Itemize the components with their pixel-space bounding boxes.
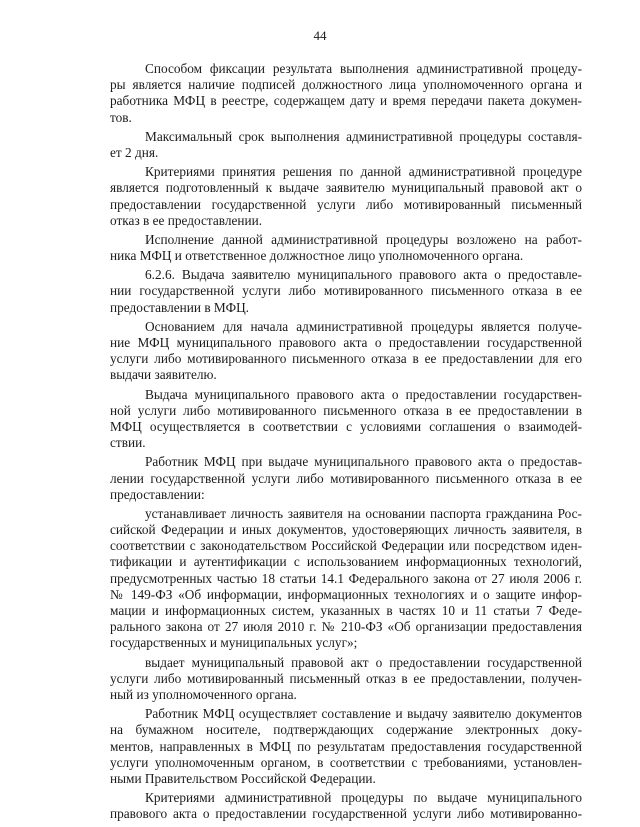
text-line: МФЦ осуществляется в соответствии с условиями соглашения о взаимодей- — [110, 418, 582, 434]
paragraph — [110, 267, 582, 316]
paragraph — [110, 706, 582, 787]
text-line: рального закона от 27 июля 2010 г. № 210-ФЗ «Об организации предоставления — [110, 619, 582, 635]
text-line: предоставлении государственной услуги либо мотивированный письменный — [110, 196, 582, 212]
paragraph — [110, 61, 582, 126]
text-line: предоставлении: — [110, 486, 205, 502]
text-line: Максимальный срок выполнения административной процедуры составля- — [145, 128, 582, 144]
text-line: Критериями принятия решения по данной административной процедуре — [145, 164, 582, 180]
text-line: является подготовленный к выдаче заявителю муниципальный правовой акт о — [110, 180, 582, 196]
text-line: услуги уполномоченным органом, в соответствии с требованиями, установлен- — [110, 754, 582, 770]
text-line: ет 2 дня. — [110, 144, 159, 160]
text-line: на бумажном носителе, подтверждающих содержание электронных доку- — [110, 722, 582, 738]
text-line: Критериями административной процедуры по выдаче муниципального — [145, 790, 582, 806]
text-line: сийской Федерации и иных документов, удостоверяющих личность заявителя, в — [110, 522, 582, 538]
paragraph — [110, 164, 582, 229]
document-body — [110, 61, 582, 825]
text-line: ными Правительством Российской Федерации. — [110, 770, 376, 786]
text-line: выдачи заявителю. — [110, 367, 217, 383]
text-line: отказ в ее предоставлении. — [110, 212, 263, 228]
text-line: ный из уполномоченного органа. — [110, 686, 297, 702]
text-line: работника МФЦ в реестре, содержащем дату и время передачи пакета докумен- — [110, 93, 582, 109]
text-line: соответствии с законодательством Российской Федерации или посредством иден- — [110, 538, 582, 554]
text-line: ника МФЦ и ответственное должностное лицо уполномоченного органа. — [110, 248, 524, 264]
paragraph — [110, 232, 582, 264]
page-number: 44 — [313, 28, 327, 43]
text-line: ры является наличие подписей должностного лица уполномоченного органа и — [110, 77, 582, 93]
text-line: предоставлении в МФЦ. — [110, 299, 250, 315]
text-line: государственных и муниципальных услуг»; — [110, 635, 358, 651]
text-line: услуги либо мотивированный письменный отказ в ее предоставлении, получен- — [110, 670, 582, 686]
text-line: ментов, направленных в МФЦ по результатам предоставления государственной — [110, 738, 582, 754]
text-line: Основанием для начала административной процедуры является получе- — [145, 318, 582, 334]
paragraph — [110, 790, 582, 822]
text-line: услуги либо мотивированного письменного отказа в ее предоставлении для его — [110, 351, 582, 367]
text-line: 6.2.6. Выдача заявителю муниципального правового акта о предоставле- — [145, 267, 582, 283]
text-line: № 149-ФЗ «Об информации, информационных технологиях и о защите инфор- — [110, 586, 582, 602]
paragraph — [110, 506, 582, 652]
text-line: мации и информационных систем, указанных в частях 10 и 11 статьи 7 Феде- — [110, 603, 582, 618]
text-line: тификации и аутентификации с использованием информационных технологий, — [110, 554, 582, 570]
text-line: ной услуги либо мотивированного письменного отказа в ее предоставлении в — [110, 402, 582, 418]
paragraph — [110, 319, 582, 384]
text-line: Выдача муниципального правового акта о предоставлении государствен- — [145, 386, 582, 402]
text-line: ствии. — [110, 435, 146, 451]
text-line: предусмотренных частью 18 статьи 14.1 Федерального закона от 27 июля 2006 г. — [110, 570, 582, 586]
text-line: тов. — [110, 109, 132, 125]
text-line: Работник МФЦ осуществляет составление и выдачу заявителю документов — [145, 706, 582, 722]
text-line: выдает муниципальный правовой акт о предоставлении государственной — [145, 654, 582, 670]
paragraph — [110, 387, 582, 452]
paragraph — [110, 129, 582, 161]
text-line: Работник МФЦ при выдаче муниципального правового акта о предостав- — [145, 454, 582, 470]
text-line: Исполнение данной административной процедуры возложено на работ- — [145, 231, 582, 247]
text-line: лении государственной услуги либо мотивированного письменного отказа в ее — [110, 470, 582, 486]
text-line: нии государственной услуги либо мотивированного письменного отказа в ее — [110, 283, 582, 299]
paragraph — [110, 655, 582, 704]
text-line: ние МФЦ муниципального правового акта о предоставлении государственной — [110, 335, 582, 350]
paragraph — [110, 454, 582, 503]
text-line: Способом фиксации результата выполнения административной процеду- — [145, 61, 582, 76]
text-line: устанавливает личность заявителя на основании паспорта гражданина Рос- — [145, 505, 582, 521]
text-line: правового акта о предоставлении государственной услуги либо мотивированно- — [110, 806, 582, 822]
